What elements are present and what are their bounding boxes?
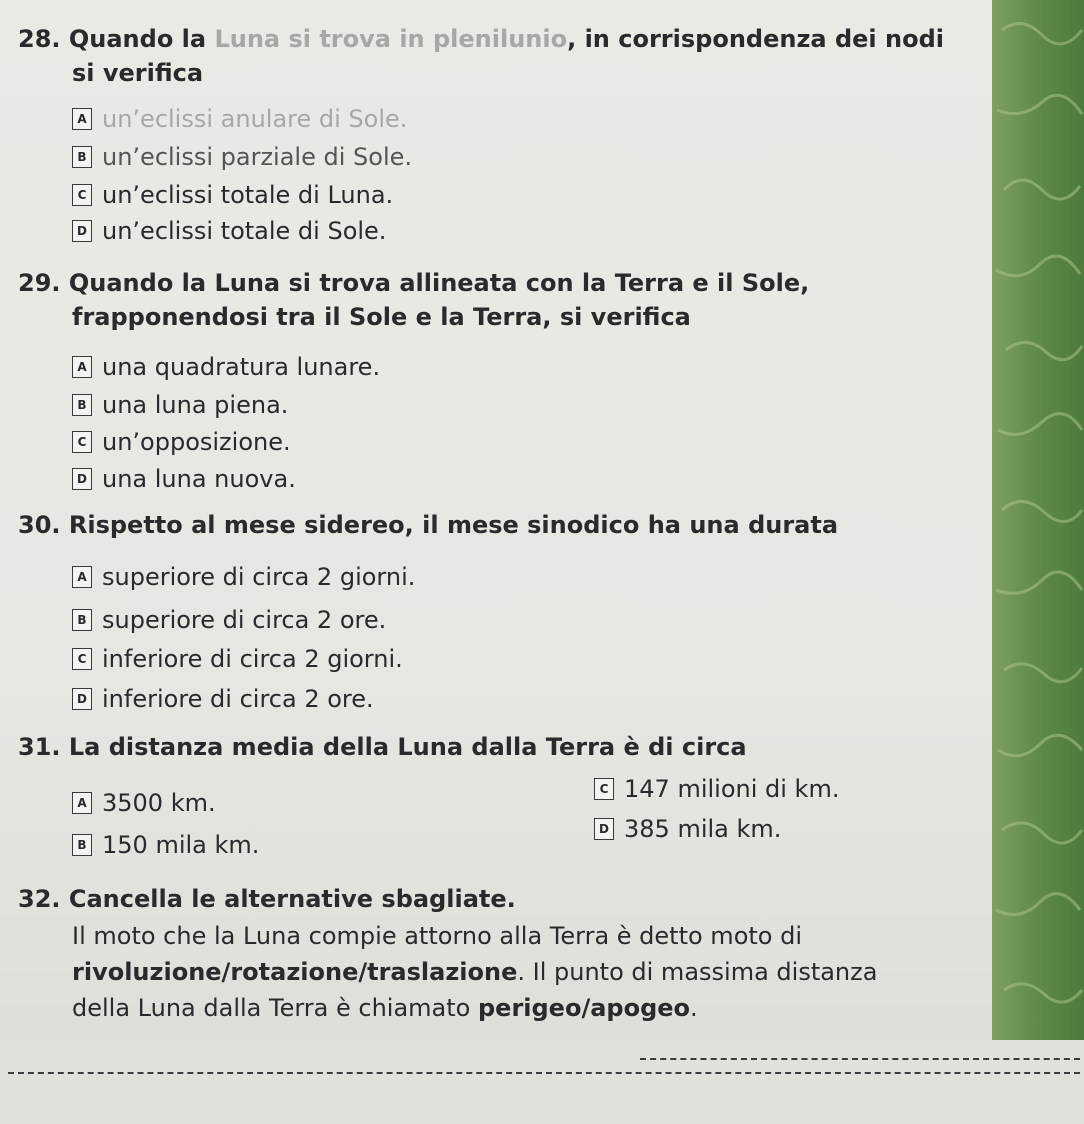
option-letter-box: D — [72, 468, 92, 490]
option-letter-box: C — [72, 648, 92, 670]
question-30-title — [18, 508, 838, 542]
option-31-c[interactable] — [594, 774, 839, 804]
option-30-d[interactable] — [72, 684, 374, 714]
dashed-cut-line — [8, 1072, 1080, 1074]
option-text: un’eclissi totale di Luna. — [102, 181, 394, 209]
option-text: una luna nuova. — [102, 465, 296, 493]
paragraph-text: della Luna dalla Terra è chiamato — [72, 994, 478, 1022]
option-30-b[interactable] — [72, 605, 386, 635]
option-text: inferiore di circa 2 ore. — [102, 685, 374, 713]
option-letter-box: B — [72, 394, 92, 416]
question-text: , in corrispondenza dei nodi — [567, 25, 944, 53]
option-text: una luna piena. — [102, 391, 289, 419]
paragraph-text: . — [690, 994, 698, 1022]
question-text: Cancella le alternative sbagliate. — [68, 885, 516, 913]
option-text: un’eclissi totale di Sole. — [102, 217, 387, 245]
option-31-a[interactable] — [72, 788, 216, 818]
option-letter-box: D — [72, 220, 92, 242]
paragraph-line: Il moto che la Luna compie attorno alla Terra è detto moto di — [72, 922, 802, 950]
question-text: si verifica — [72, 59, 204, 87]
page-bottom — [0, 1040, 1084, 1124]
paragraph-line — [72, 954, 877, 990]
option-29-d[interactable] — [72, 464, 296, 494]
option-letter-box: C — [594, 778, 614, 800]
question-29-title — [18, 266, 809, 334]
green-decorative-band — [992, 0, 1084, 1040]
option-letter-box: B — [72, 609, 92, 631]
option-30-c[interactable] — [72, 644, 403, 674]
option-text: un’eclissi parziale di Sole. — [102, 143, 413, 171]
option-28-b[interactable] — [72, 142, 412, 172]
option-text: 3500 km. — [102, 789, 216, 817]
band-pattern-icon — [992, 0, 1084, 1040]
option-text: superiore di circa 2 ore. — [102, 606, 387, 634]
option-28-c[interactable] — [72, 180, 393, 210]
choice-set-distance[interactable]: perigeo/apogeo — [477, 994, 691, 1022]
option-29-c[interactable] — [72, 427, 291, 457]
option-letter-box: A — [72, 108, 92, 130]
question-32-title — [18, 882, 516, 916]
option-text: una quadratura lunare. — [102, 353, 381, 381]
choice-set-motion[interactable]: rivoluzione/rotazione/traslazione — [72, 958, 518, 986]
option-letter-box: D — [594, 818, 614, 840]
option-letter-box: B — [72, 834, 92, 856]
question-number: 31. — [18, 733, 61, 761]
option-31-d[interactable] — [594, 814, 781, 844]
question-text-faded: Luna si trova in plenilunio — [214, 25, 568, 53]
option-letter-box: B — [72, 146, 92, 168]
option-text: 150 mila km. — [102, 831, 260, 859]
question-number: 30. — [18, 511, 61, 539]
option-letter-box: C — [72, 184, 92, 206]
option-30-a[interactable] — [72, 562, 415, 592]
question-text: La distanza media della Luna dalla Terra è di circa — [68, 733, 747, 761]
option-text: un’opposizione. — [102, 428, 291, 456]
question-text: Rispetto al mese sidereo, il mese sinodico ha una durata — [68, 511, 839, 539]
option-text: 147 milioni di km. — [624, 775, 840, 803]
question-31-title — [18, 730, 747, 764]
option-letter-box: C — [72, 431, 92, 453]
question-32-paragraph — [72, 918, 877, 1026]
question-28-title — [18, 22, 944, 90]
option-letter-box: D — [72, 688, 92, 710]
question-number: 32. — [18, 885, 61, 913]
question-number: 28. — [18, 25, 61, 53]
option-text: un’eclissi anulare di Sole. — [102, 105, 408, 133]
question-text: frapponendosi tra il Sole e la Terra, si verifica — [72, 303, 691, 331]
option-29-b[interactable] — [72, 390, 288, 420]
option-letter-box: A — [72, 792, 92, 814]
paragraph-text: . Il punto di massima distanza — [517, 958, 878, 986]
option-text: superiore di circa 2 giorni. — [102, 563, 416, 591]
option-text: 385 mila km. — [624, 815, 782, 843]
option-28-d[interactable] — [72, 216, 386, 246]
dashed-cut-line-upper — [640, 1058, 1080, 1060]
question-number: 29. — [18, 269, 61, 297]
question-text: Quando la Luna si trova allineata con la Terra e il Sole, — [68, 269, 810, 297]
option-28-a[interactable] — [72, 104, 407, 134]
question-text: Quando la — [68, 25, 215, 53]
option-text: inferiore di circa 2 giorni. — [102, 645, 403, 673]
option-letter-box: A — [72, 356, 92, 378]
option-29-a[interactable] — [72, 352, 380, 382]
option-31-b[interactable] — [72, 830, 259, 860]
option-letter-box: A — [72, 566, 92, 588]
paragraph-line — [72, 990, 877, 1026]
